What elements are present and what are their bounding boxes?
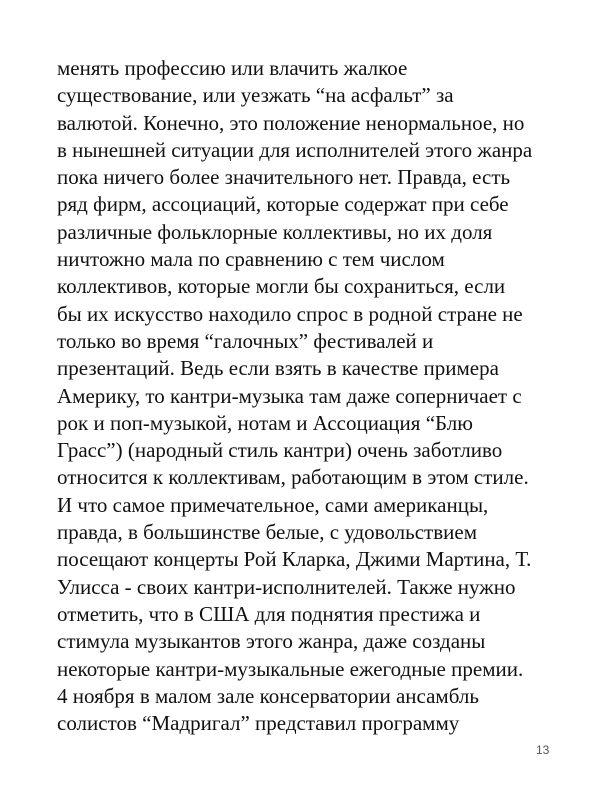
text-line: ничтожно мала по сравнению с тем числом xyxy=(57,247,445,272)
text-line: И что самое примечательное, сами американцы, xyxy=(57,492,489,517)
text-line: Америку, то кантри-музыка там даже соперничает с xyxy=(57,383,522,408)
body-text xyxy=(57,55,567,737)
text-line: ряд фирм, ассоциаций, которые содержат при себе xyxy=(57,192,509,217)
text-line: пока ничего более значительного нет. Правда, есть xyxy=(57,165,511,190)
page-number: 13 xyxy=(536,743,550,757)
text-line: отметить, что в США для поднятия престижа и xyxy=(57,601,481,626)
text-line: существование, или уезжать “на асфальт” за xyxy=(57,83,454,108)
text-line: различные фольклорные коллективы, но их доля xyxy=(57,219,493,244)
text-line: солистов “Мадригал” представил программу xyxy=(57,711,460,736)
text-line: некоторые кантри-музыкальные ежегодные премии. xyxy=(57,656,524,681)
text-line: презентаций. Ведь если взять в качестве примера xyxy=(57,356,499,381)
text-line: рок и поп-музыкой, нотам и Ассоциация “Блю xyxy=(57,410,473,435)
text-line: Грасс”) (народный стиль кантри) очень заботливо xyxy=(57,438,503,463)
text-line: 4 ноября в малом зале консерватории ансамбль xyxy=(57,683,479,708)
text-line: Улисса - своих кантри-исполнителей. Также нужно xyxy=(57,574,516,599)
text-line: в нынешней ситуации для исполнителей этого жанра xyxy=(57,137,533,162)
text-line: правда, в большинстве белые, с удовольствием xyxy=(57,520,477,545)
text-line: менять профессию или влачить жалкое xyxy=(57,56,408,80)
text-line: стимула музыкантов этого жанра, даже созданы xyxy=(57,629,486,654)
text-line: бы их искусство находило спрос в родной стране не xyxy=(57,301,523,326)
text-line: посещают концерты Рой Кларка, Джими Мартина, Т. xyxy=(57,547,532,572)
text-line: относится к коллективам, работающим в этом стиле. xyxy=(57,465,529,490)
text-line: только во время “галочных” фестивалей и xyxy=(57,328,434,353)
text-line: валютой. Конечно, это положение ненормальное, но xyxy=(57,110,525,135)
text-line: коллективов, которые могли бы сохраниться, если xyxy=(57,274,506,299)
